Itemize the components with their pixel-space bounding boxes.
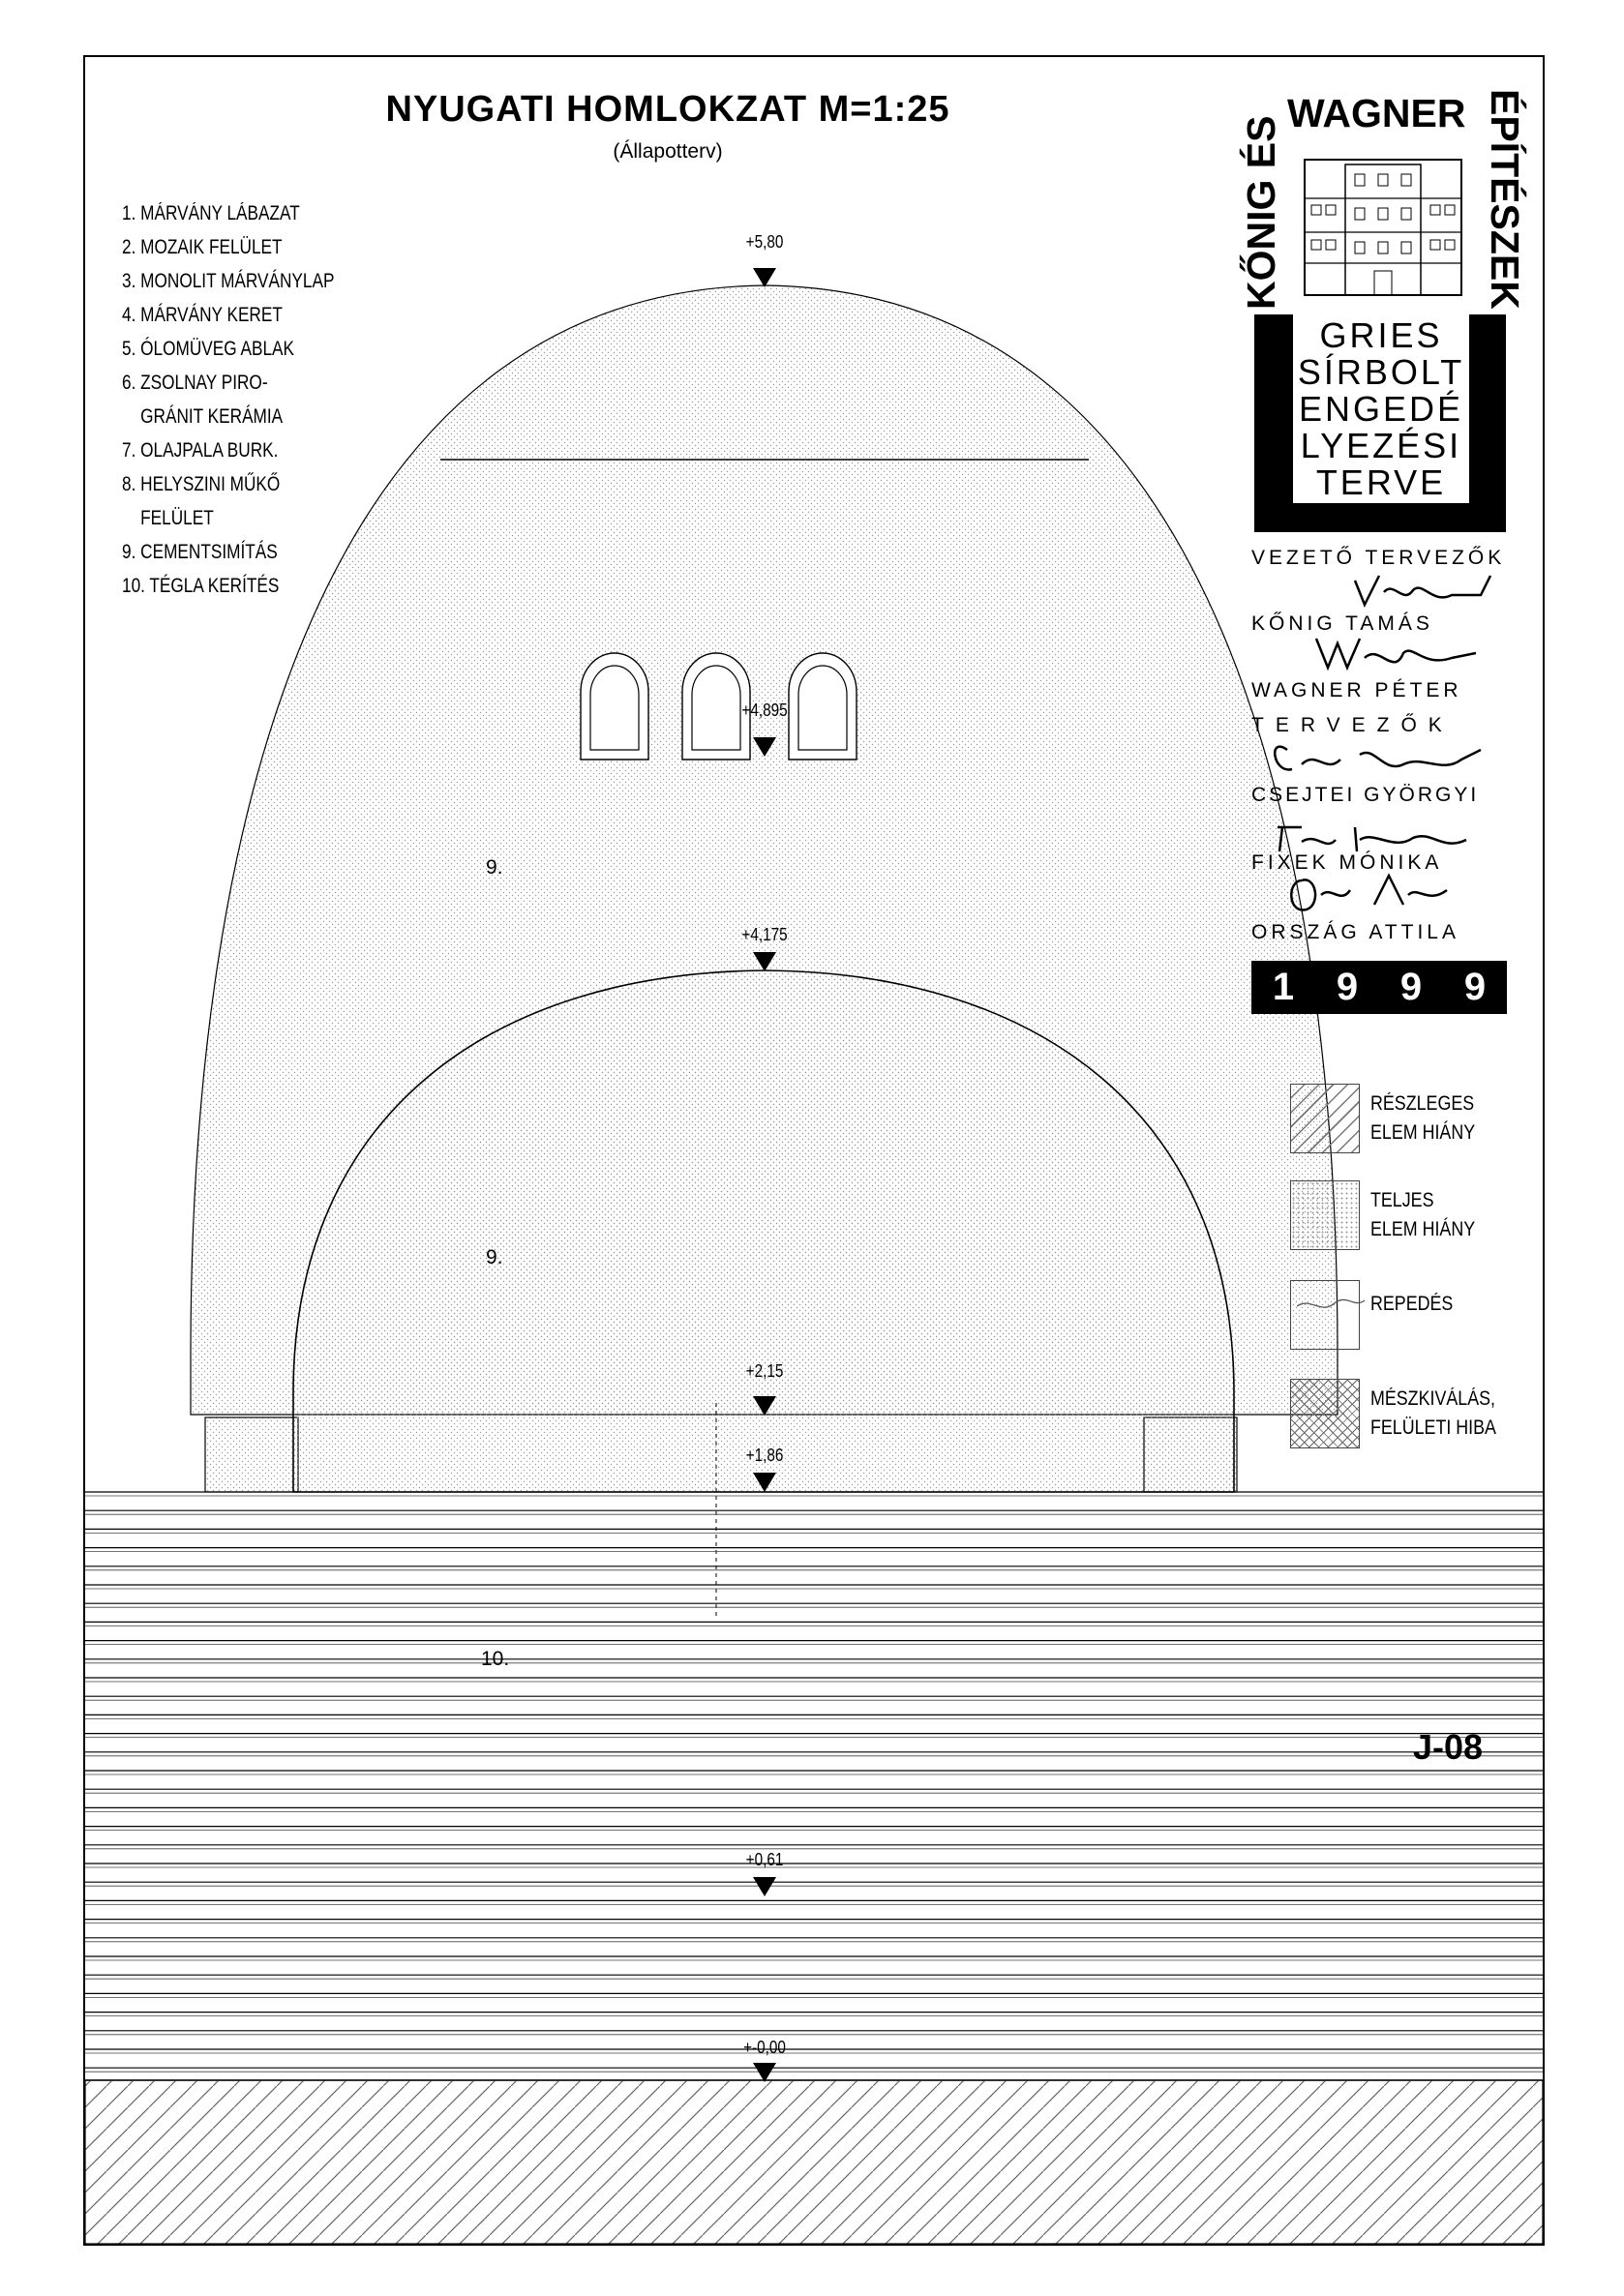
elevation-label: +0,61	[745, 1850, 784, 1869]
elevation-marker-icon	[753, 2063, 776, 2082]
elevation-label: +-0,00	[743, 2038, 786, 2057]
key-swatch-partial-loss	[1290, 1084, 1360, 1153]
legend-item: GRÁNIT KERÁMIA	[122, 405, 284, 428]
legend-item: 2. MOZAIK FELÜLET	[122, 236, 283, 258]
designer-name: WAGNER PÉTER	[1251, 679, 1462, 701]
legend-item: FELÜLET	[122, 507, 214, 529]
key-label: REPEDÉS	[1370, 1293, 1454, 1315]
elevation-marker-icon	[753, 1396, 776, 1416]
project-line: ENGEDÉ	[1298, 388, 1464, 429]
area-label-arch: 9.	[486, 1246, 503, 1268]
brick-fence	[85, 1492, 1543, 2080]
materials-legend	[122, 196, 376, 603]
ground-hatch	[85, 2080, 1543, 2244]
legend-item: 4. MÁRVÁNY KERET	[122, 304, 283, 326]
designer-name: ORSZÁG ATTILA	[1251, 921, 1459, 943]
key-swatch-total-loss	[1290, 1180, 1360, 1250]
firm-name-left: KŐNIG ÉS	[1239, 115, 1283, 310]
elevation-label: +2,15	[745, 1361, 784, 1381]
project-title-box	[1254, 314, 1506, 532]
firm-name-right: ÉPÍTÉSZEK	[1483, 89, 1527, 310]
project-line: GRIES	[1319, 314, 1443, 355]
lead-designers-heading: VEZETŐ TERVEZŐK	[1251, 547, 1506, 569]
building-logo-icon	[1305, 160, 1461, 295]
legend-item: 3. MONOLIT MÁRVÁNYLAP	[122, 270, 335, 292]
designer-name: CSEJTEI GYÖRGYI	[1251, 784, 1480, 806]
year-digit: 1	[1272, 966, 1295, 1008]
elevation-label: +5,80	[745, 232, 784, 252]
signature-wagner	[1316, 639, 1476, 668]
elevation-marker-icon	[753, 268, 776, 287]
area-label-upper-wall: 9.	[486, 856, 503, 879]
legend-item: 6. ZSOLNAY PIRO-	[122, 372, 268, 394]
area-label-fence: 10.	[481, 1648, 510, 1670]
firm-name-top: WAGNER	[1287, 91, 1466, 135]
legend-item: 10. TÉGLA KERÍTÉS	[122, 575, 280, 597]
elevation-label: +4,895	[741, 701, 788, 720]
elevation-marker-icon	[753, 952, 776, 971]
year-digit: 9	[1399, 966, 1423, 1008]
elevation-label: +4,175	[741, 925, 788, 944]
legend-item: 7. OLAJPALA BURK.	[122, 439, 279, 462]
elevation-marker-icon	[753, 1473, 776, 1492]
elevation-marker-icon	[753, 1877, 776, 1896]
signature-csejtei	[1275, 747, 1481, 770]
signature-konig	[1355, 576, 1490, 605]
left-base-block	[205, 1417, 298, 1492]
key-swatch-crack	[1290, 1280, 1360, 1350]
project-line: TERVE	[1315, 462, 1447, 502]
drawing-title: NYUGATI HOMLOKZAT M=1:25	[385, 89, 950, 130]
signature-fixek	[1278, 827, 1466, 851]
project-line: LYEZÉSI	[1300, 425, 1462, 465]
legend-item: 5. ÓLOMÜVEG ABLAK	[122, 338, 295, 360]
elevation-marker-icon	[753, 737, 776, 757]
project-line: SÍRBOLT	[1297, 351, 1465, 392]
elevation-label: +1,86	[745, 1446, 784, 1465]
legend-item: 1. MÁRVÁNY LÁBAZAT	[122, 202, 300, 224]
year-digit: 9	[1463, 966, 1487, 1008]
signature-orszag	[1291, 876, 1447, 909]
designers-heading: TERVEZŐK	[1251, 714, 1454, 736]
designer-name: FIXEK MÓNIKA	[1251, 851, 1443, 874]
drawing-subtitle: (Állapotterv)	[613, 140, 723, 163]
year-digit: 9	[1336, 966, 1359, 1008]
designer-name: KŐNIG TAMÁS	[1251, 612, 1433, 635]
year-box	[1251, 961, 1507, 1014]
project-title	[1293, 314, 1469, 503]
key-label: MÉSZKIVÁLÁS, FELÜLETI HIBA	[1370, 1387, 1496, 1439]
sheet-number: J-08	[1413, 1727, 1484, 1767]
legend-item: 8. HELYSZINI MŰKŐ	[122, 473, 281, 495]
legend-item: 9. CEMENTSIMÍTÁS	[122, 541, 278, 563]
key-label: RÉSZLEGES ELEM HIÁNY	[1370, 1092, 1476, 1144]
key-label: TELJES ELEM HIÁNY	[1370, 1189, 1476, 1240]
key-swatch-efflorescence	[1290, 1379, 1360, 1448]
